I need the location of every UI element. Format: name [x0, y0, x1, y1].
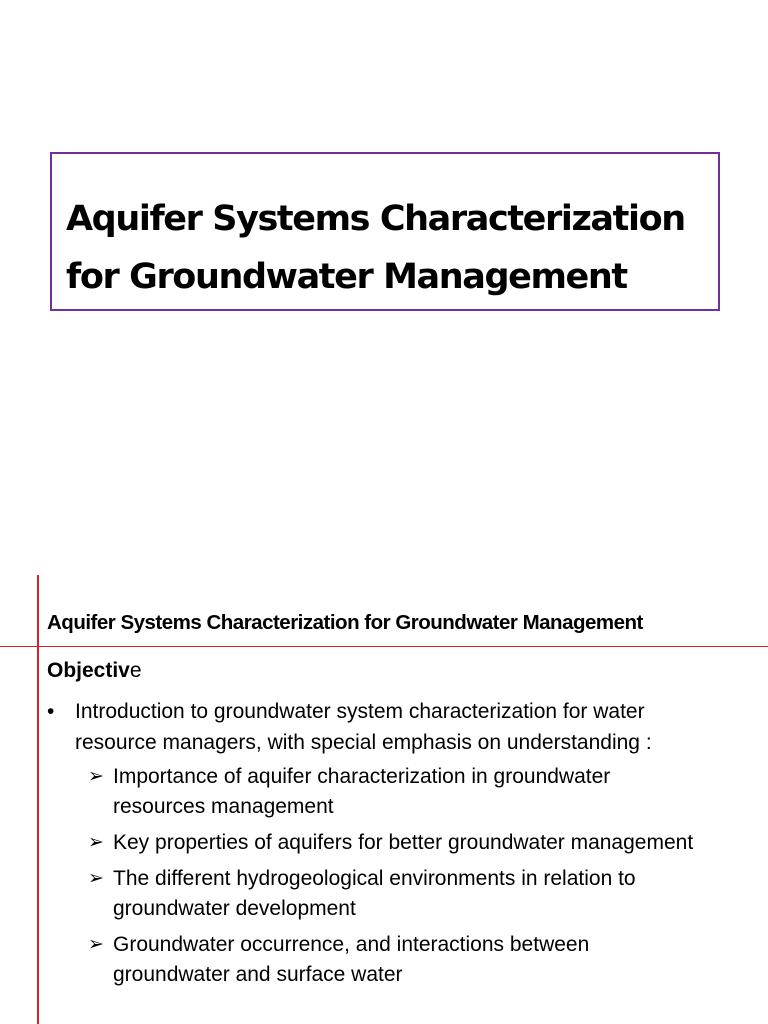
list-item-line-1: The different hydrogeological environments in relation to [113, 867, 636, 890]
list-item-line-1: Groundwater occurrence, and interactions between [113, 933, 590, 956]
vertical-guide-line [37, 575, 39, 1024]
bullet-text-line-1: Introduction to groundwater system characterization for water [75, 700, 645, 723]
objective-label [47, 659, 142, 683]
bullet-text [75, 696, 765, 758]
list-item-line-2: resources management [113, 795, 334, 818]
bullet-text-line-2: resource managers, with special emphasis on understanding : [75, 731, 652, 754]
arrow-bullet-icon: ➢ [88, 766, 104, 787]
arrow-bullet-icon: ➢ [88, 832, 104, 853]
bullet-dot-icon: • [47, 700, 55, 723]
slide-title-line-1: Aquifer Systems Characterization [66, 199, 685, 239]
objective-label-rest: e [129, 659, 142, 682]
title-box [50, 152, 720, 311]
slide-heading: Aquifer Systems Characterization for Groundwater Management [47, 611, 643, 634]
list-item-line-1: Importance of aquifer characterization in groundwater [113, 765, 611, 788]
list-item-line-1: Key properties of aquifers for better groundwater management [113, 831, 694, 854]
sub-bullet-list [88, 762, 768, 996]
arrow-bullet-icon: ➢ [88, 868, 104, 889]
horizontal-guide-line [0, 646, 768, 647]
list-item [88, 762, 768, 822]
slide-title-line-2: for Groundwater Management [66, 257, 627, 297]
list-item-line-2: groundwater development [113, 897, 356, 920]
list-item [88, 930, 768, 990]
list-item-line-2: groundwater and surface water [113, 963, 403, 986]
list-item [88, 864, 768, 924]
list-item [88, 828, 768, 858]
arrow-bullet-icon: ➢ [88, 934, 104, 955]
objective-label-bold: Objectiv [47, 659, 130, 682]
